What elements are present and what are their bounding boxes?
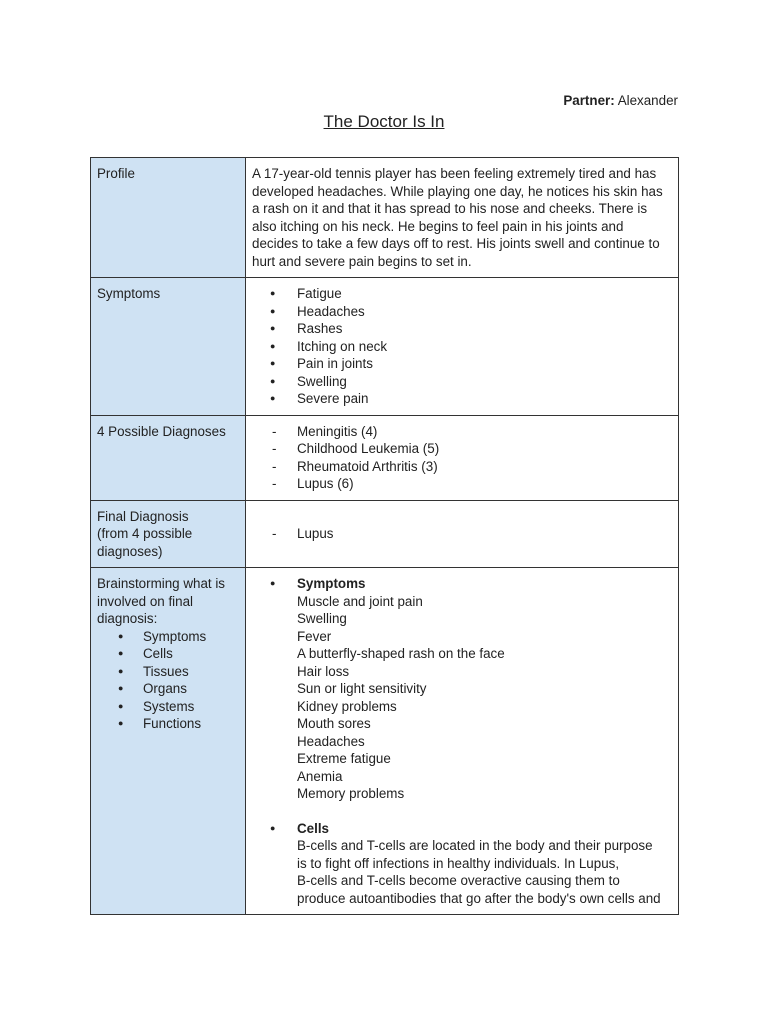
brainstorm-topics-list <box>97 628 239 733</box>
brainstorm-sections <box>252 575 672 907</box>
symptom-line: Fever <box>297 628 332 644</box>
symptoms-section <box>252 575 672 820</box>
final-diagnosis-label <box>91 500 246 568</box>
symptoms-list <box>252 285 672 408</box>
symptoms-label: Symptoms <box>91 278 246 416</box>
profile-row <box>91 158 679 278</box>
list-item: ● Pain in joints <box>252 355 672 373</box>
list-item: ● Rashes <box>252 320 672 338</box>
list-item: ● Organs <box>97 680 239 698</box>
brainstorm-cell <box>246 568 679 915</box>
list-item: ● Cells <box>97 645 239 663</box>
cells-line: B-cells and T-cells are located in the body and their purpose <box>297 838 653 853</box>
diagnosis-table <box>90 157 679 915</box>
list-item: - Rheumatoid Arthritis (3) <box>252 458 672 476</box>
symptom-line: Swelling <box>297 611 347 626</box>
list-item: ● Swelling <box>252 373 672 391</box>
brainstorm-label-line: diagnosis: <box>97 611 158 626</box>
brainstorm-row <box>91 568 679 915</box>
list-item: - Meningitis (4) <box>252 423 672 441</box>
final-diagnosis-value: - Lupus <box>252 525 672 543</box>
symptom-line: Memory problems <box>297 786 405 801</box>
cells-line: B-cells and T-cells become overactive causing them to <box>297 873 620 888</box>
possible-diagnoses-cell <box>246 415 679 500</box>
list-item: ● Functions <box>97 715 239 733</box>
list-item: ● Symptoms <box>97 628 239 646</box>
profile-label: Profile <box>91 158 246 278</box>
partner-label: Partner: <box>563 93 615 108</box>
brainstorm-label-line: Brainstorming what is <box>97 576 226 591</box>
symptom-line: Muscle and joint pain <box>297 593 423 609</box>
brainstorm-label <box>91 568 246 915</box>
profile-text: A 17-year-old tennis player has been feeling extremely tired and has developed headaches. While playing one day, he notices his skin has a rash on it and that it has spread to his nose and cheeks. There is also itching on his neck. He begins to feel pain in his joints and decides to take a few days off to rest. His joints swell and continue to hurt and severe pain begins to set in. <box>246 158 679 278</box>
list-item: ● Systems <box>97 698 239 716</box>
list-item: ● Headaches <box>252 303 672 321</box>
symptom-line: Sun or light sensitivity <box>297 681 427 696</box>
cells-heading: ● Cells <box>297 820 330 836</box>
possible-diagnoses-label: 4 Possible Diagnoses <box>91 415 246 500</box>
brainstorm-label-line: involved on final <box>97 593 194 609</box>
symptom-line: Headaches <box>297 733 365 749</box>
cells-line: produce autoantibodies that go after the body's own cells and <box>297 890 661 906</box>
final-label-line: diagnoses) <box>97 543 163 559</box>
symptom-line: A butterfly-shaped rash on the face <box>297 646 505 661</box>
final-label-line: (from 4 possible <box>97 526 193 541</box>
final-diagnosis-list <box>252 525 672 543</box>
list-item: ● Tissues <box>97 663 239 681</box>
list-item: ● Itching on neck <box>252 338 672 356</box>
symptom-line: Anemia <box>297 768 343 784</box>
symptom-line: Kidney problems <box>297 698 397 714</box>
list-item: - Childhood Leukemia (5) <box>252 440 672 458</box>
symptom-line: Hair loss <box>297 663 350 679</box>
final-diagnosis-cell <box>246 500 679 568</box>
symptoms-row <box>91 278 679 416</box>
cells-line: is to fight off infections in healthy individuals. In Lupus, <box>297 855 620 871</box>
partner-line <box>563 92 678 110</box>
final-diagnosis-row <box>91 500 679 568</box>
symptom-line: Mouth sores <box>297 716 371 731</box>
symptom-line: Extreme fatigue <box>297 751 391 766</box>
symptoms-heading: ● Symptoms <box>297 576 366 591</box>
partner-name: Alexander <box>617 93 678 108</box>
cells-section <box>252 820 672 908</box>
possible-diagnoses-list <box>252 423 672 493</box>
list-item: - Lupus (6) <box>252 475 672 493</box>
possible-diagnoses-row <box>91 415 679 500</box>
list-item: ● Severe pain <box>252 390 672 408</box>
document-title: The Doctor Is In <box>323 112 445 131</box>
final-label-line: Final Diagnosis <box>97 508 189 524</box>
symptoms-cell <box>246 278 679 416</box>
list-item: ● Fatigue <box>252 285 672 303</box>
